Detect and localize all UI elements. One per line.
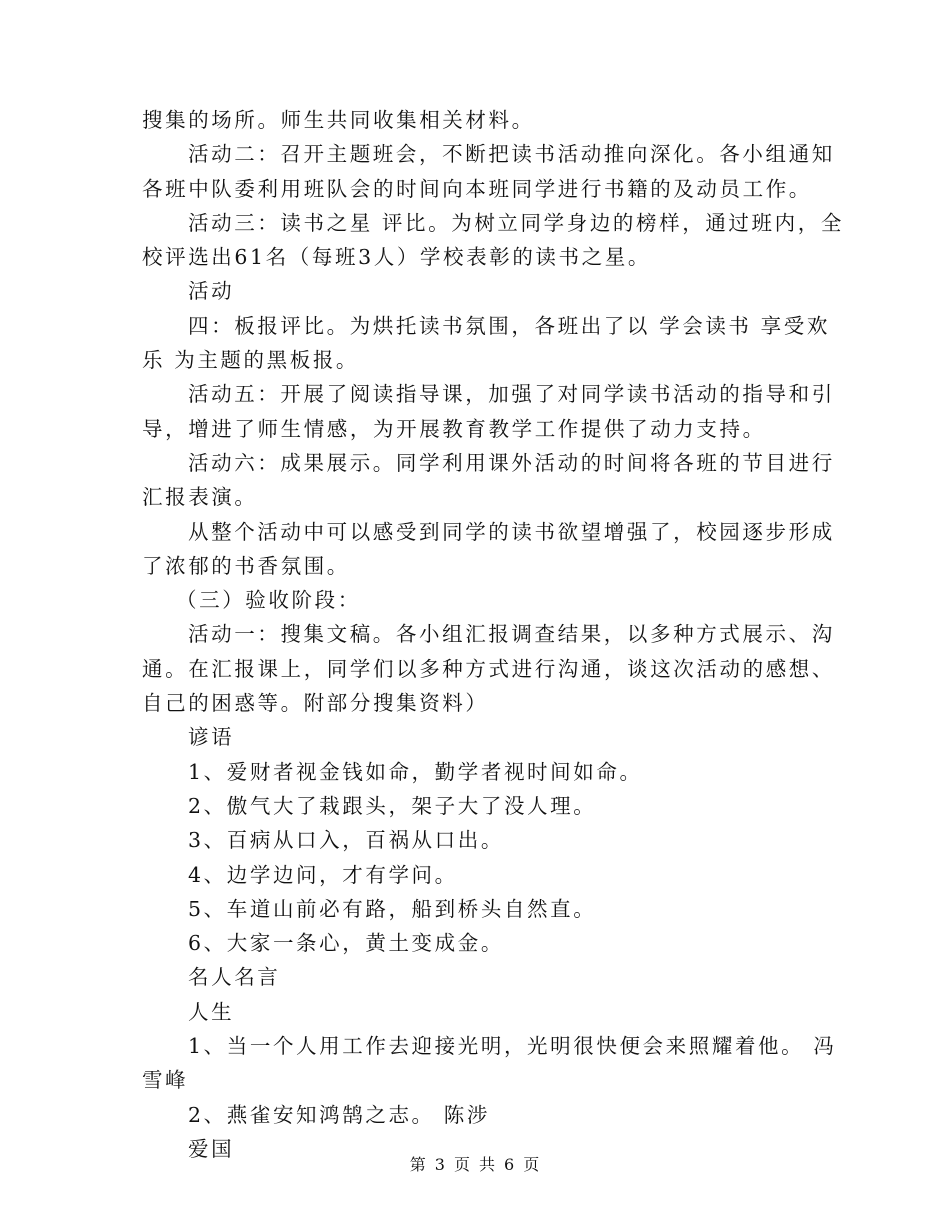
text-line: 各班中队委利用班队会的时间向本班同学进行书籍的及动员工作。 xyxy=(142,176,812,201)
list-item: 1、当一个人用工作去迎接光明，光明很快便会来照耀着他。 冯 xyxy=(188,1034,837,1059)
text-line: 活动 xyxy=(188,279,235,304)
footer-label-ye: 页 xyxy=(453,1155,471,1174)
text-line: 活动二：召开主题班会，不断把读书活动推向深化。各小组通知 xyxy=(188,142,835,167)
footer-label-ye: 页 xyxy=(523,1155,541,1174)
text-line: 活动六：成果展示。同学利用课外活动的时间将各班的节目进行 xyxy=(188,450,835,475)
list-item: 2、傲气大了栽跟头，架子大了没人理。 xyxy=(188,793,597,818)
text-line: 乐 为主题的黑板报。 xyxy=(142,348,360,373)
text-line: 雪峰 xyxy=(142,1068,189,1093)
text-line: 活动五：开展了阅读指导课，加强了对同学读书活动的指导和引 xyxy=(188,382,835,407)
list-item: 4、边学边问，才有学问。 xyxy=(188,862,458,887)
footer-label-gong: 共 xyxy=(479,1155,497,1174)
footer-label-di: 第 xyxy=(409,1155,427,1174)
text-line: 搜集的场所。师生共同收集相关材料。 xyxy=(142,108,535,132)
text-line: 从整个活动中可以感受到同学的读书欲望增强了，校园逐步形成 xyxy=(188,519,835,544)
text-line: 校评选出61名（每班3人）学校表彰的读书之星。 xyxy=(142,245,651,270)
text-line: 导，增进了师生情感，为开展教育教学工作提供了动力支持。 xyxy=(142,416,766,441)
list-item: 3、百病从口入，百祸从口出。 xyxy=(188,828,504,853)
subheading-patriotism: 爱国 xyxy=(188,1136,235,1161)
subheading-life: 人生 xyxy=(188,999,235,1024)
document-body xyxy=(142,103,844,1166)
subheading-proverbs: 谚语 xyxy=(188,725,235,750)
text-line: 活动三：读书之星 评比。为树立同学身边的榜样，通过班内，全 xyxy=(188,210,844,235)
text-line: 自己的困惑等。附部分搜集资料） xyxy=(142,691,489,716)
text-line: 了浓郁的书香氛围。 xyxy=(142,553,350,578)
text-line: 四：板报评比。为烘托读书氛围，各班出了以 学会读书 享受欢 xyxy=(188,313,830,338)
subheading-quotes: 名人名言 xyxy=(188,965,281,990)
text-line: 汇报表演。 xyxy=(142,485,258,510)
total-page-count: 6 xyxy=(504,1155,516,1174)
list-item: 5、车道山前必有路，船到桥头自然直。 xyxy=(188,896,597,921)
current-page-number: 3 xyxy=(434,1155,446,1174)
list-item: 6、大家一条心，黄土变成金。 xyxy=(188,931,504,956)
text-line: 活动一：搜集文稿。各小组汇报调查结果，以多种方式展示、沟 xyxy=(188,622,835,647)
page-footer xyxy=(0,1152,950,1175)
list-item: 2、燕雀安知鸿鹄之志。 陈涉 xyxy=(188,1102,490,1127)
section-heading: （三）验收阶段： xyxy=(176,588,361,613)
text-line: 通。在汇报课上，同学们以多种方式进行沟通，谈这次活动的感想、 xyxy=(142,656,835,681)
list-item: 1、爱财者视金钱如命，勤学者视时间如命。 xyxy=(188,759,643,784)
